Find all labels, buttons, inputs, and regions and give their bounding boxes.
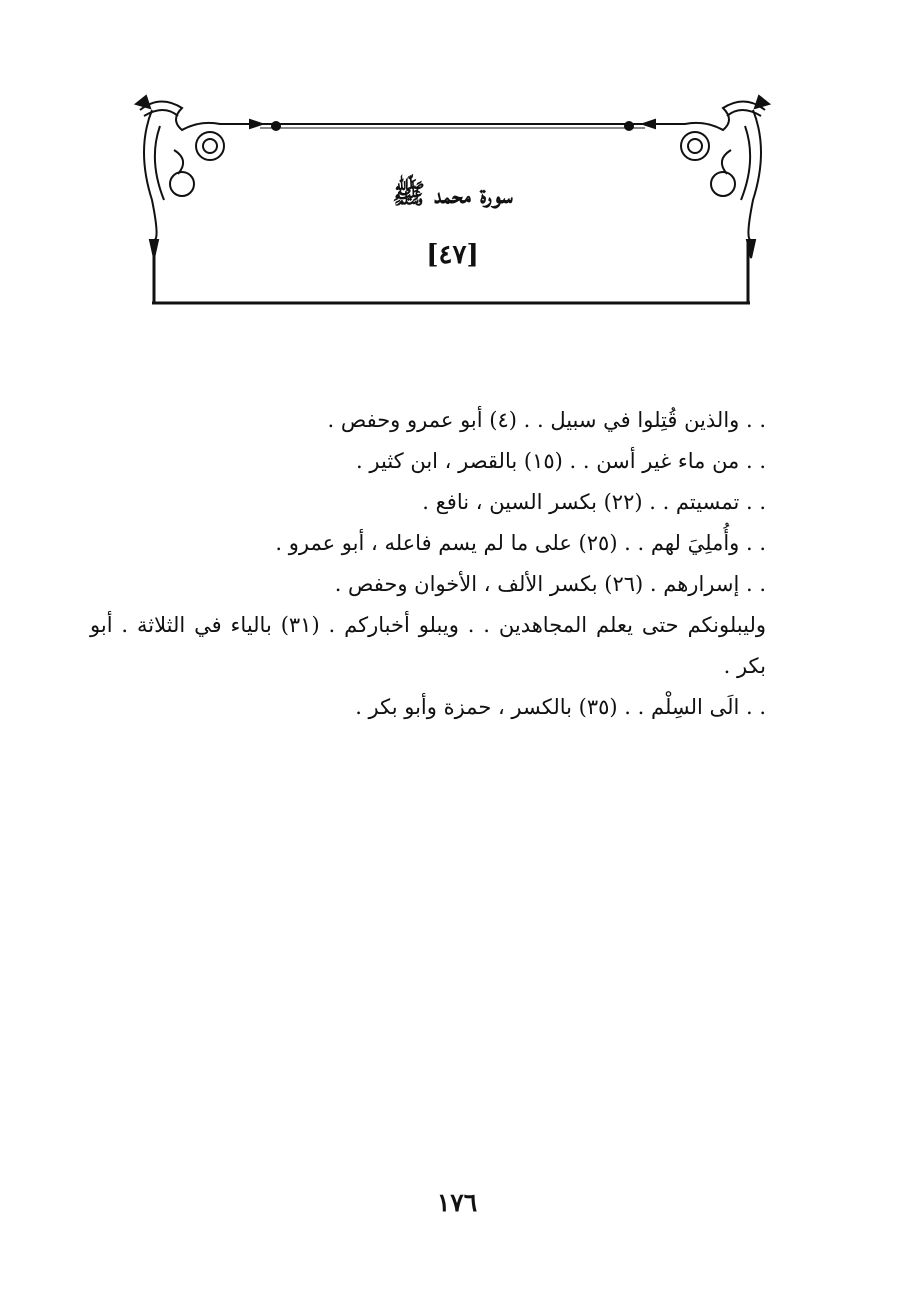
ornamental-header-frame: [130, 90, 775, 320]
entry-line: . . من ماء غير أسن . . (١٥) بالقصر ، ابن كثير .: [356, 449, 766, 473]
entry-line: . . الَى السِلْم . . (٣٥) بالكسر ، حمزة وأبو بكر .: [355, 695, 766, 719]
left-corner-ornament: [136, 96, 280, 258]
right-corner-ornament: [625, 96, 769, 258]
page-number: ١٧٦: [436, 1188, 478, 1217]
entries-list: [90, 400, 766, 728]
entry-line: . . والذين قُتِلوا في سبيل . . (٤) أبو عمرو وحفص .: [327, 408, 766, 432]
entry-line: وليبلونكم حتى يعلم المجاهدين . . ويبلو أخباركم . (٣١) بالياء في الثلاثة . أبو بكر .: [90, 613, 766, 678]
surah-title: سورة محمد ﷺ: [392, 179, 513, 210]
entry-line: . . تمسيتم . . (٢٢) بكسر السين ، نافع .: [422, 490, 766, 514]
entry-line: . . وأُملِيَ لهم . . (٢٥) على ما لم يسم فاعله ، أبو عمرو .: [275, 531, 766, 555]
entry-line: . . إسرارهم . (٢٦) بكسر الألف ، الأخوان وحفص .: [334, 572, 766, 596]
surah-number: [٤٧]: [426, 240, 479, 270]
